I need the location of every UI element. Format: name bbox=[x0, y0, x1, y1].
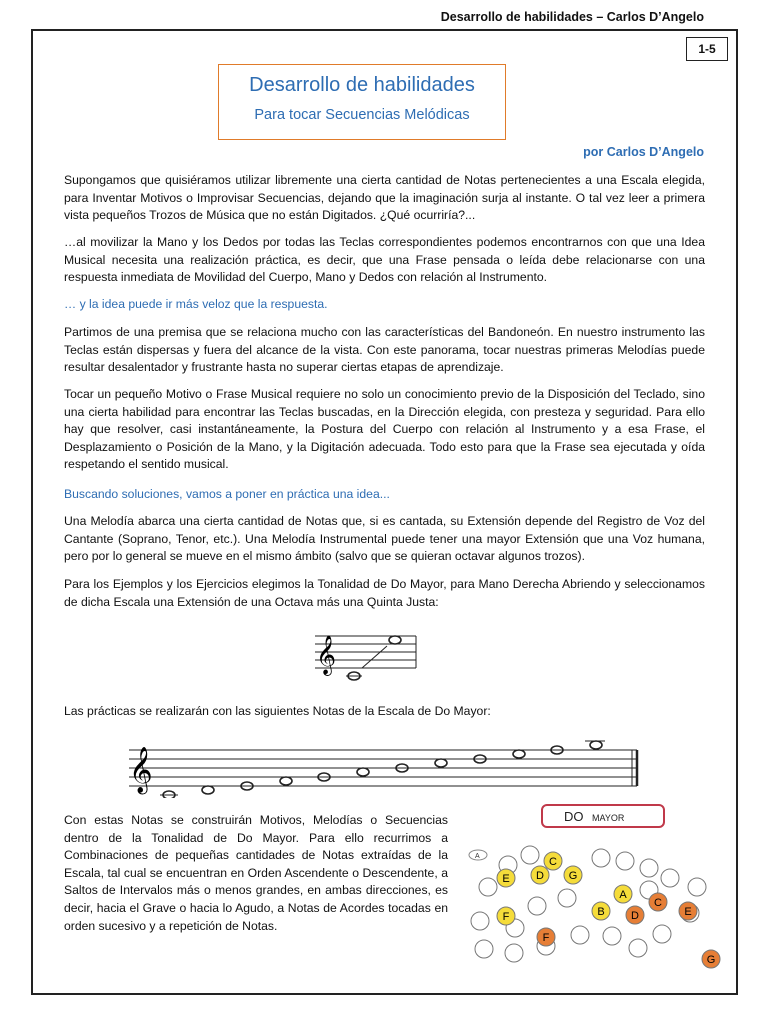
author-line: por Carlos D’Angelo bbox=[583, 145, 704, 159]
paragraph-6: Buscando soluciones, vamos a poner en práctica una idea... bbox=[64, 487, 390, 501]
page-subtitle: Para tocar Secuencias Melódicas bbox=[254, 107, 470, 123]
treble-clef-icon: 𝄞 bbox=[129, 747, 153, 793]
key-f-label: F bbox=[502, 911, 510, 923]
keyboard-diagram bbox=[462, 798, 724, 973]
page-number: 1-5 bbox=[686, 37, 728, 61]
key-e-label: E bbox=[502, 873, 510, 885]
key-a-small-label: A bbox=[475, 853, 480, 860]
paragraph-2: …al movilizar la Mano y los Dedos por todas las Teclas correspondientes podemos encontrarnos con que una Idea Musical necesita una realización práctica, es decir, que una Frase pensada o leída debe relacionarse con una respuesta inmediata de Movilidad del Cuerpo, Mano y Dedos con relación al Instrumento. bbox=[64, 235, 705, 285]
paragraph-3: … y la idea puede ir más veloz que la respuesta. bbox=[64, 297, 328, 311]
range-staff bbox=[310, 626, 420, 684]
title-box bbox=[218, 64, 506, 140]
treble-clef-icon: 𝄞 bbox=[316, 635, 337, 675]
key-c-label: C bbox=[549, 856, 557, 868]
paragraph-5: Tocar un pequeño Motivo o Frase Musical requiere no solo un conocimiento previo de la Disposición del Teclado, sino una cierta habilidad para encontrar las Teclas buscadas, en la Dirección elegida, con presteza y seguridad. Para ello hay que resolver, casi instantáneamente, la Postura del Cuerpo con relación al Instrumento y a esa Frase, el Desplazamiento o Posición de la Mano, y la Digitación adecuada. Todo esto para que la Frase sea ejecutada y oída respetando el sentido musical. bbox=[64, 387, 705, 472]
keyboard-label-mayor: MAYOR bbox=[592, 813, 625, 823]
scale-staff bbox=[125, 740, 640, 798]
page-title: Desarrollo de habilidades bbox=[249, 74, 475, 96]
key-g-label: G bbox=[568, 870, 578, 882]
key-g2-label: G bbox=[706, 954, 716, 966]
paragraph-9: Las prácticas se realizarán con las siguientes Notas de la Escala de Do Mayor: bbox=[64, 704, 491, 718]
keyboard-label-do: DO bbox=[564, 809, 584, 824]
paragraph-4: Partimos de una premisa que se relaciona mucho con las características del Bandoneón. En nuestro instrumento las Teclas están dispersas y fuera del alcance de la vista. Con este panorama, tocar nuestras primeras Melodías puede resultar desalentador y frustrante hasta no superar ciertas etapas de aprendizaje. bbox=[64, 325, 705, 375]
key-d-label: D bbox=[536, 870, 544, 882]
key-f2-label: F bbox=[542, 932, 550, 944]
paragraph-8: Para los Ejemplos y los Ejercicios elegimos la Tonalidad de Do Mayor, para Mano Derecha Abriendo y seleccionamos de dicha Escala una Extensión de una Octava más una Quinta Justa: bbox=[64, 577, 705, 609]
key-b-label: B bbox=[597, 906, 605, 918]
paragraph-7: Una Melodía abarca una cierta cantidad de Notas que, si es cantada, su Extensión depende del Registro de Voz del Cantante (Soprano, Tenor, etc.). Una Melodía Instrumental puede tener una mayor Extensión que una Voz humana, pero por lo general se mueve en el mismo ámbito (salvo que se quieran octavar algunos trozos). bbox=[64, 514, 705, 564]
paragraph-10: Con estas Notas se construirán Motivos, Melodías o Secuencias dentro de la Tonalidad de Do Mayor. Para ello recurrimos a Combinaciones de pequeñas cantidades de Notas extraídas de la Escala, tal cual se encuentran en Orden Ascendente o Descendente, a Saltos de Intervalos más o menos grandes, en ambas direcciones, es decir, hacia el Grave o hacia lo Agudo, a Notas de Acordes tocadas en orden sucesivo y a repetición de Notas. bbox=[64, 813, 448, 933]
key-c2-label: C bbox=[654, 897, 662, 909]
key-e2-label: E bbox=[684, 906, 692, 918]
paragraph-1: Supongamos que quisiéramos utilizar libremente una cierta cantidad de Notas pertenecientes a una Escala elegida, para Inventar Motivos o Improvisar Secuencias, dejando que la imaginación surja al instante. O tal vez leer a primera vista pequeños Trozos de Música que no están Digitados. ¿Qué ocurriría?... bbox=[64, 173, 705, 223]
running-header: Desarrollo de habilidades – Carlos D’Angelo bbox=[440, 10, 704, 24]
key-d2-label: D bbox=[631, 910, 639, 922]
key-a-label: A bbox=[619, 889, 627, 901]
